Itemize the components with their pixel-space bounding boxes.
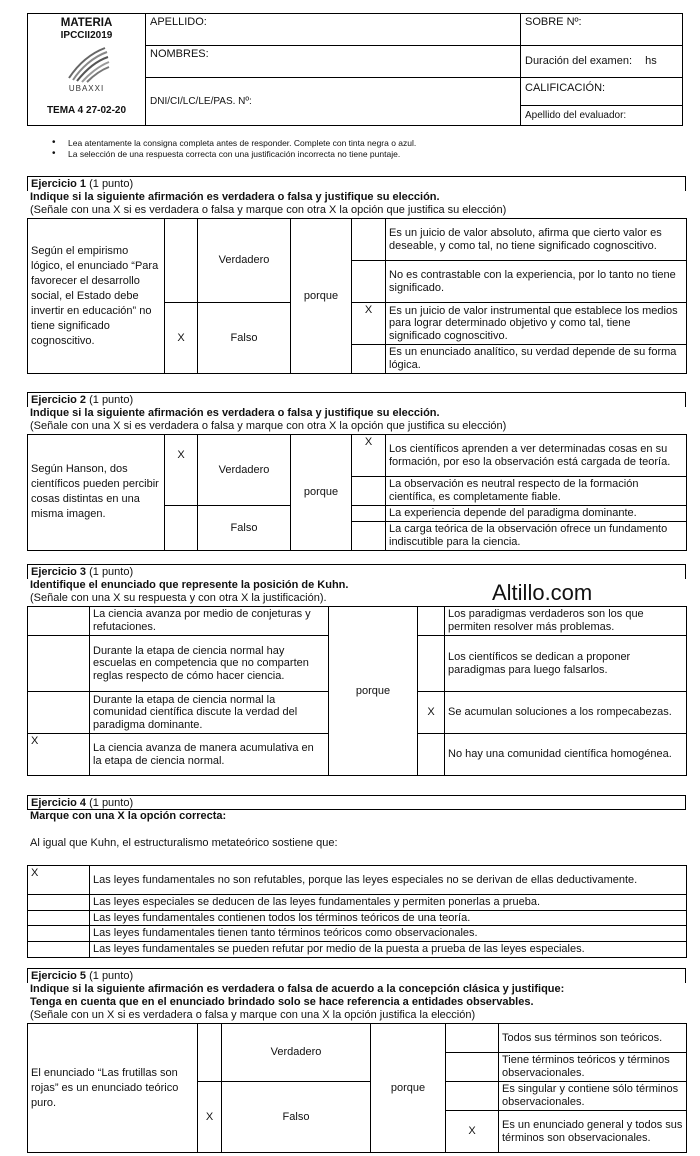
exercise-5 bbox=[27, 968, 686, 1153]
ex1-option-text: No es contrastable con la experiencia, por lo tanto no tiene significado. bbox=[386, 261, 687, 303]
ex5-note: (Señale con un X si es verdadera o falsa y marque con una X la opción justifica la elección) bbox=[30, 1009, 476, 1021]
ex4-prompt: Marque con una X la opción correcta: bbox=[30, 810, 227, 822]
ex3-left-box[interactable] bbox=[28, 636, 90, 692]
exercise-1 bbox=[27, 176, 686, 374]
ex4-option-text: Las leyes fundamentales se pueden refutar por medio de la puesta a prueba de las leyes especiales. bbox=[90, 941, 687, 957]
ex3-porque: porque bbox=[329, 607, 418, 776]
ex4-option-text: Las leyes fundamentales contienen todos los términos teóricos de una teoría. bbox=[90, 910, 687, 926]
calificacion-cell bbox=[521, 78, 683, 126]
ex5-option-text: Todos sus términos son teóricos. bbox=[499, 1024, 687, 1053]
header-table bbox=[27, 13, 683, 126]
ex4-option-text: Las leyes especiales se deducen de las leyes fundamentales y permiten ponerlas a prueba. bbox=[90, 895, 687, 911]
sobre-field[interactable]: SOBRE Nº: bbox=[521, 14, 683, 46]
ex3-left-text: Durante la etapa de ciencia normal hay escuelas en competencia que no comparten reglas respecto de cómo hacer ciencia. bbox=[90, 636, 329, 692]
ex2-option-text: La carga teórica de la observación ofrece un fundamento indiscutible para la ciencia. bbox=[386, 521, 687, 550]
ex3-left-text: La ciencia avanza de manera acumulativa en la etapa de ciencia normal. bbox=[90, 734, 329, 776]
ex1-table bbox=[27, 218, 687, 374]
duracion-label: Duración del examen: bbox=[525, 55, 633, 68]
ex2-option-box[interactable] bbox=[352, 521, 386, 550]
ex2-verdadero-label: Verdadero bbox=[198, 435, 291, 506]
exercise-4 bbox=[27, 795, 686, 958]
ex2-statement: Según Hanson, dos científicos pueden percibir cosas distintas en una misma imagen. bbox=[28, 435, 165, 551]
ex3-right-box[interactable]: X bbox=[418, 692, 445, 734]
ex1-note: (Señale con una X si es verdadera o falsa y marque con otra X la opción que justifica su elección) bbox=[30, 204, 507, 216]
ex1-falso-box[interactable]: X bbox=[165, 303, 198, 374]
ex2-points: (1 punto) bbox=[86, 394, 134, 406]
ex4-option-box[interactable]: X bbox=[28, 866, 90, 895]
ex1-heading bbox=[27, 176, 686, 191]
ex3-title: Ejercicio 3 bbox=[31, 566, 87, 578]
ex3-left-text: Durante la etapa de ciencia normal la comunidad científica discute la verdad del paradigma dominante. bbox=[90, 692, 329, 734]
ex2-option-box[interactable]: X bbox=[352, 435, 386, 477]
ex5-title: Ejercicio 5 bbox=[31, 970, 87, 982]
ex5-option-text: Es un enunciado general y todos sus términos son observacionales. bbox=[499, 1111, 687, 1153]
ex1-option-box[interactable]: X bbox=[352, 303, 386, 345]
evaluador-field[interactable]: Apellido del evaluador: bbox=[525, 110, 627, 121]
ex2-table bbox=[27, 434, 687, 551]
instruction-item: • La selección de una respuesta correcta con una justificación incorrecta no tiene puntaje. bbox=[44, 149, 664, 160]
ex3-right-text: Los paradigmas verdaderos son los que permiten resolver más problemas. bbox=[445, 607, 687, 636]
ex3-right-text: Se acumulan soluciones a los rompecabezas. bbox=[445, 692, 687, 734]
ex2-option-box[interactable] bbox=[352, 506, 386, 522]
ex2-porque: porque bbox=[291, 435, 352, 551]
exercise-2 bbox=[27, 392, 686, 551]
ex4-heading bbox=[27, 795, 686, 810]
ex1-title: Ejercicio 1 bbox=[31, 178, 87, 190]
logo-text: UBAXXI bbox=[68, 83, 105, 93]
ex4-title: Ejercicio 4 bbox=[31, 797, 87, 809]
materia-label: MATERIA bbox=[60, 17, 113, 29]
instruction-item: • Lea atentamente la consigna completa antes de responder. Complete con tinta negra o azul. bbox=[44, 138, 664, 149]
ex2-falso-box[interactable] bbox=[165, 506, 198, 551]
ex2-option-box[interactable] bbox=[352, 477, 386, 506]
ex2-title: Ejercicio 2 bbox=[31, 394, 87, 406]
ex3-right-box[interactable] bbox=[418, 636, 445, 692]
ex5-statement: El enunciado “Las frutillas son rojas” es un enunciado teórico puro. bbox=[28, 1024, 198, 1153]
ex5-prompt: Indique si la siguiente afirmación es verdadera o falsa de acuerdo a la concepción clásica y justifique: bbox=[30, 983, 565, 995]
dni-field[interactable]: DNI/CI/LC/LE/PAS. Nº: bbox=[146, 78, 521, 126]
ex3-right-box[interactable] bbox=[418, 607, 445, 636]
watermark: Altillo.com bbox=[492, 580, 593, 605]
ex1-option-box[interactable] bbox=[352, 219, 386, 261]
ex2-heading bbox=[27, 392, 686, 407]
ex4-option-text: Las leyes fundamentales no son refutables, porque las leyes especiales no se derivan de ellas deductivamente. bbox=[90, 866, 687, 895]
ex5-verdadero-label: Verdadero bbox=[222, 1024, 371, 1082]
ex4-option-text: Las leyes fundamentales tienen tanto términos teóricos como observacionales. bbox=[90, 926, 687, 942]
ex5-points: (1 punto) bbox=[86, 970, 134, 982]
ex5-option-box[interactable] bbox=[446, 1024, 499, 1053]
ex1-option-text: Es un enunciado analítico, su verdad depende de su forma lógica. bbox=[386, 345, 687, 374]
ex5-falso-label: Falso bbox=[222, 1082, 371, 1153]
ex3-note-text: (Señale con una X su respuesta y con otra X la justificación). bbox=[30, 592, 327, 604]
ex4-option-box[interactable] bbox=[28, 926, 90, 942]
ex5-option-text: Tiene términos teóricos y términos observacionales. bbox=[499, 1053, 687, 1082]
ex3-left-box[interactable] bbox=[28, 692, 90, 734]
ex4-points: (1 punto) bbox=[86, 797, 134, 809]
calificacion-field[interactable]: CALIFICACIÓN: bbox=[521, 78, 682, 106]
ex3-prompt: Identifique el enunciado que represente la posición de Kuhn. bbox=[30, 579, 349, 591]
ex5-table bbox=[27, 1023, 687, 1153]
materia-code: IPCCII2019 bbox=[60, 30, 113, 42]
ex1-verdadero-box[interactable] bbox=[165, 219, 198, 303]
ex4-table bbox=[27, 865, 687, 958]
ex1-falso-label: Falso bbox=[198, 303, 291, 374]
ex5-option-box[interactable]: X bbox=[446, 1111, 499, 1153]
ex5-heading bbox=[27, 968, 686, 983]
ex1-option-text: Es un juicio de valor instrumental que establece los medios para lograr determinado objetivo y como tal, tiene significado cognoscitivo. bbox=[386, 303, 687, 345]
nombres-field[interactable]: NOMBRES: bbox=[146, 46, 521, 78]
ex5-prompt2: Tenga en cuenta que en el enunciado brindado solo se hace referencia a entidades observables. bbox=[30, 996, 534, 1008]
ex2-option-text: La experiencia depende del paradigma dominante. bbox=[386, 506, 687, 522]
ex5-verdadero-box[interactable] bbox=[198, 1024, 222, 1082]
ex4-option-box[interactable] bbox=[28, 895, 90, 911]
ex1-verdadero-label: Verdadero bbox=[198, 219, 291, 303]
ex3-table bbox=[27, 606, 687, 776]
ex3-left-box[interactable] bbox=[28, 607, 90, 636]
ex3-right-box[interactable] bbox=[418, 734, 445, 776]
duracion-field[interactable] bbox=[521, 46, 683, 78]
ex1-option-box[interactable] bbox=[352, 261, 386, 303]
ex3-left-box[interactable]: X bbox=[28, 734, 90, 776]
instructions-list bbox=[44, 138, 664, 160]
tema-label: TEMA 4 27-02-20 bbox=[46, 104, 127, 116]
ex1-statement: Según el empirismo lógico, el enunciado “Para favorecer el desarrollo social, el Estado debe invertir en educación” no tiene significado cognoscitivo. bbox=[28, 219, 165, 374]
ex5-option-box[interactable] bbox=[446, 1053, 499, 1082]
ex3-left-text: La ciencia avanza por medio de conjeturas y refutaciones. bbox=[90, 607, 329, 636]
ex2-option-text: La observación es neutral respecto de la formación científica, es completamente fiable. bbox=[386, 477, 687, 506]
ex4-option-box[interactable] bbox=[28, 941, 90, 957]
ex5-porque: porque bbox=[371, 1024, 446, 1153]
ex2-falso-label: Falso bbox=[198, 506, 291, 551]
ex4-stem: Al igual que Kuhn, el estructuralismo metateórico sostiene que: bbox=[30, 837, 338, 849]
ex2-prompt: Indique si la siguiente afirmación es verdadera o falsa y justifique su elección. bbox=[30, 407, 440, 419]
ex1-option-box[interactable] bbox=[352, 345, 386, 374]
ex3-right-text: No hay una comunidad científica homogénea. bbox=[445, 734, 687, 776]
ex1-prompt: Indique si la siguiente afirmación es verdadera o falsa y justifique su elección. bbox=[30, 191, 440, 203]
ubaxxi-logo-icon bbox=[63, 44, 111, 84]
ex3-points: (1 punto) bbox=[86, 566, 134, 578]
ex2-verdadero-box[interactable]: X bbox=[165, 435, 198, 506]
materia-cell bbox=[28, 14, 146, 126]
duracion-unit: hs bbox=[645, 55, 657, 68]
ex3-heading bbox=[27, 564, 686, 579]
apellido-field[interactable]: APELLIDO: bbox=[146, 14, 521, 46]
ex1-option-text: Es un juicio de valor absoluto, afirma que cierto valor es deseable, y como tal, no tiene significado cognoscitivo. bbox=[386, 219, 687, 261]
ex1-points: (1 punto) bbox=[86, 178, 134, 190]
ex4-option-box[interactable] bbox=[28, 910, 90, 926]
ex5-falso-box[interactable]: X bbox=[198, 1082, 222, 1153]
ex5-option-box[interactable] bbox=[446, 1082, 499, 1111]
ex2-option-text: Los científicos aprenden a ver determinadas cosas en su formación, por eso la observación está cargada de teoría. bbox=[386, 435, 687, 477]
ex3-right-text: Los científicos se dedican a proponer paradigmas para luego falsarlos. bbox=[445, 636, 687, 692]
ex2-note: (Señale con una X si es verdadera o falsa y marque con otra X la opción que justifica su elección) bbox=[30, 420, 507, 432]
ex5-option-text: Es singular y contiene sólo términos observacionales. bbox=[499, 1082, 687, 1111]
ex1-porque: porque bbox=[291, 219, 352, 374]
